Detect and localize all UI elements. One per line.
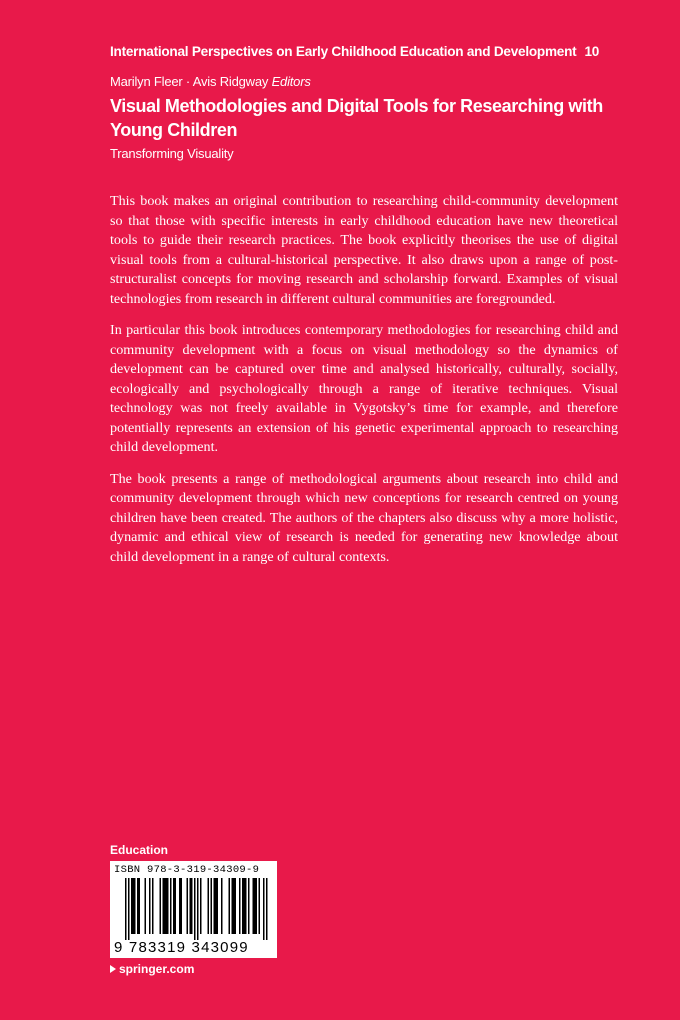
barcode-bar [200,878,202,934]
barcode-bar [149,878,151,934]
barcode-bar [194,878,196,940]
barcode-bar [133,878,135,934]
barcode-bar [145,878,147,934]
category-label: Education [110,843,169,857]
barcode-bar [152,878,154,934]
barcode-bar [215,878,217,934]
barcode-bar [179,878,181,934]
barcode-bar [187,878,189,934]
series-title [110,44,650,59]
barcode-bar [256,878,258,934]
barcode-bar [244,878,246,934]
barcode-bar [242,878,244,934]
barcode-bar [167,878,169,934]
barcode-bar [253,878,255,934]
barcode-bar [248,878,250,934]
barcode-bar [139,878,141,934]
barcode-bar [134,878,136,934]
barcode-bar [131,878,133,934]
barcode-bar [125,878,127,940]
barcode-bar [233,878,235,934]
barcode-bar [128,878,130,940]
barcode-bars [114,878,273,940]
barcode-bar [254,878,256,934]
arrow-right-icon [110,965,116,973]
description-paragraph-3: The book presents a range of methodological arguments about research into child and community development through which new conceptions for research centred on young children have been created. The authors of the chapters also discuss why a more holistic, dynamic and ethical view of research is needed for generating new knowledge about child development in a range of cultural contexts. [110,470,618,565]
barcode-bar [173,878,175,934]
barcode-bar [166,878,168,934]
book-title: Visual Methodologies and Digital Tools for Researching with Young Children [110,96,603,140]
website-label: springer.com [119,962,195,976]
book-description [110,192,618,579]
barcode-bar [229,878,231,934]
barcode-bar [164,878,166,934]
series-volume: 10 [584,44,600,59]
barcode-bar [191,878,193,934]
description-paragraph-1: This book makes an original contribution to researching child-community development so that those with specific interests in early childhood education have new theoretical tools to guide their research practices. The book explicitly theorises the use of digital visual tools from a cultural-historical perspective. It also draws upon a range of post-structuralist concepts for moving research and scholarship forward. Examples of visual technologies from research in different cultural communities are foregrounded. [110,193,618,307]
barcode-bar [208,878,210,934]
description-paragraph-2: In particular this book introduces contemporary methodologies for researching child and community development with a focus on visual methodology so the dynamics of development can be captured over time and analysed historically, culturally, socially, ecologically and psychologically through a range of iterative techniques. Visual technology was not freely available in Vygotsky’s time for example, and therefore potentially represents an extension of his genetic experimental approach to researching child development. [110,322,618,455]
barcode-bar [181,878,183,934]
book-subtitle: Transforming Visuality [110,146,234,161]
barcode-bar [211,878,213,934]
barcode-bar [190,878,192,934]
barcode-bar [175,878,177,934]
barcode-bar [137,878,139,934]
barcode-bar [259,878,261,934]
barcode-bar [232,878,234,934]
barcode-bar [163,878,165,934]
isbn-label: ISBN 978-3-319-34309-9 [114,864,260,876]
barcode-bar [221,878,223,934]
barcode-bar [170,878,172,934]
barcode-bar [197,878,199,940]
publisher-website[interactable] [110,962,194,976]
barcode-bar [263,878,265,940]
barcode-bar [235,878,237,934]
barcode-bar [217,878,219,934]
editors-line [110,74,311,89]
barcode [110,861,277,958]
barcode-bar [266,878,268,940]
barcode-bar [214,878,216,934]
series-name: International Perspectives on Early Childhood Education and Development [110,44,577,59]
barcode-bar [160,878,162,934]
barcode-bar [245,878,247,934]
editor-role: Editors [271,74,311,89]
ean-digits: 9 783319 343099 [114,939,249,956]
barcode-bar [239,878,241,934]
editor-names: Marilyn Fleer · Avis Ridgway [110,74,269,89]
